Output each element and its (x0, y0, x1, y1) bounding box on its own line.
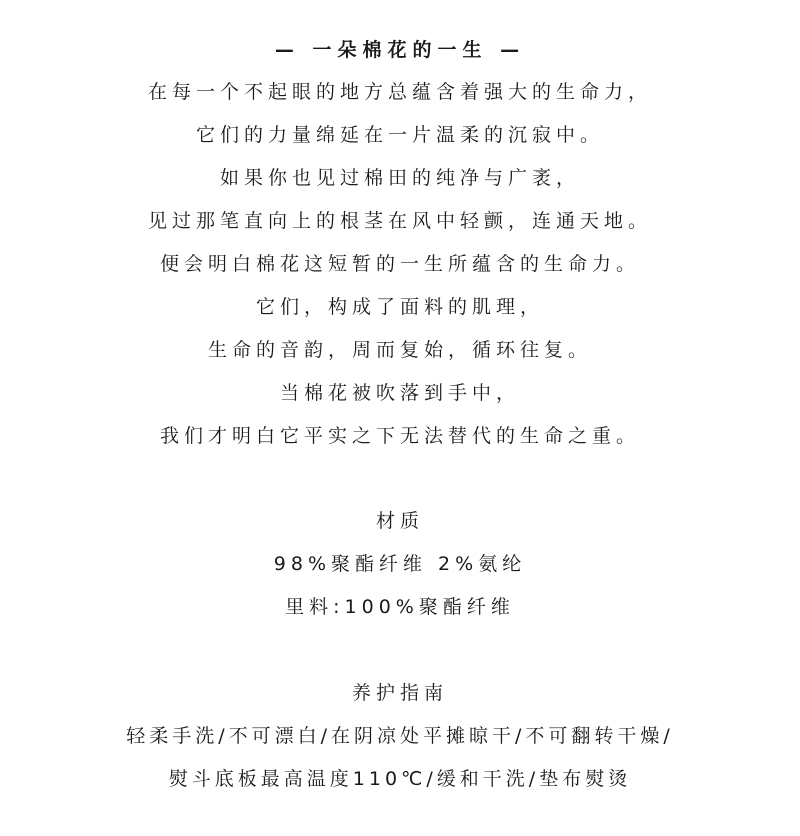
material-line: 98%聚酯纤维 2%氨纶 (273, 553, 527, 575)
poem-line: 便会明白棉花这短暂的一生所蕴含的生命力。 (159, 253, 640, 275)
poem-line: 生命的音韵，周而复始，循环往复。 (207, 339, 592, 361)
poem-line: 如果你也见过棉田的纯净与广袤， (219, 167, 580, 189)
material-line: 里料:100%聚酯纤维 (285, 596, 515, 618)
poem-line: 见过那笔直向上的根茎在风中轻颤，连通天地。 (147, 210, 652, 232)
poem-line: 当棉花被吹落到手中， (279, 382, 520, 404)
care-heading: 养护指南 (351, 682, 448, 704)
material-heading: 材质 (375, 510, 424, 532)
care-line: 熨斗底板最高温度110℃/缓和干洗/垫布熨烫 (168, 768, 632, 790)
poem-line: 它们，构成了面料的肌理， (255, 296, 544, 318)
poem-line: 它们的力量绵延在一片温柔的沉寂中。 (195, 124, 604, 146)
poem-line: 在每一个不起眼的地方总蕴含着强大的生命力， (147, 81, 652, 103)
care-line: 轻柔手洗/不可漂白/在阴凉处平摊晾干/不可翻转干燥/ (126, 725, 674, 747)
poem-line: 我们才明白它平实之下无法替代的生命之重。 (159, 425, 640, 447)
poem-title: — 一朵棉花的一生 — (274, 39, 526, 61)
